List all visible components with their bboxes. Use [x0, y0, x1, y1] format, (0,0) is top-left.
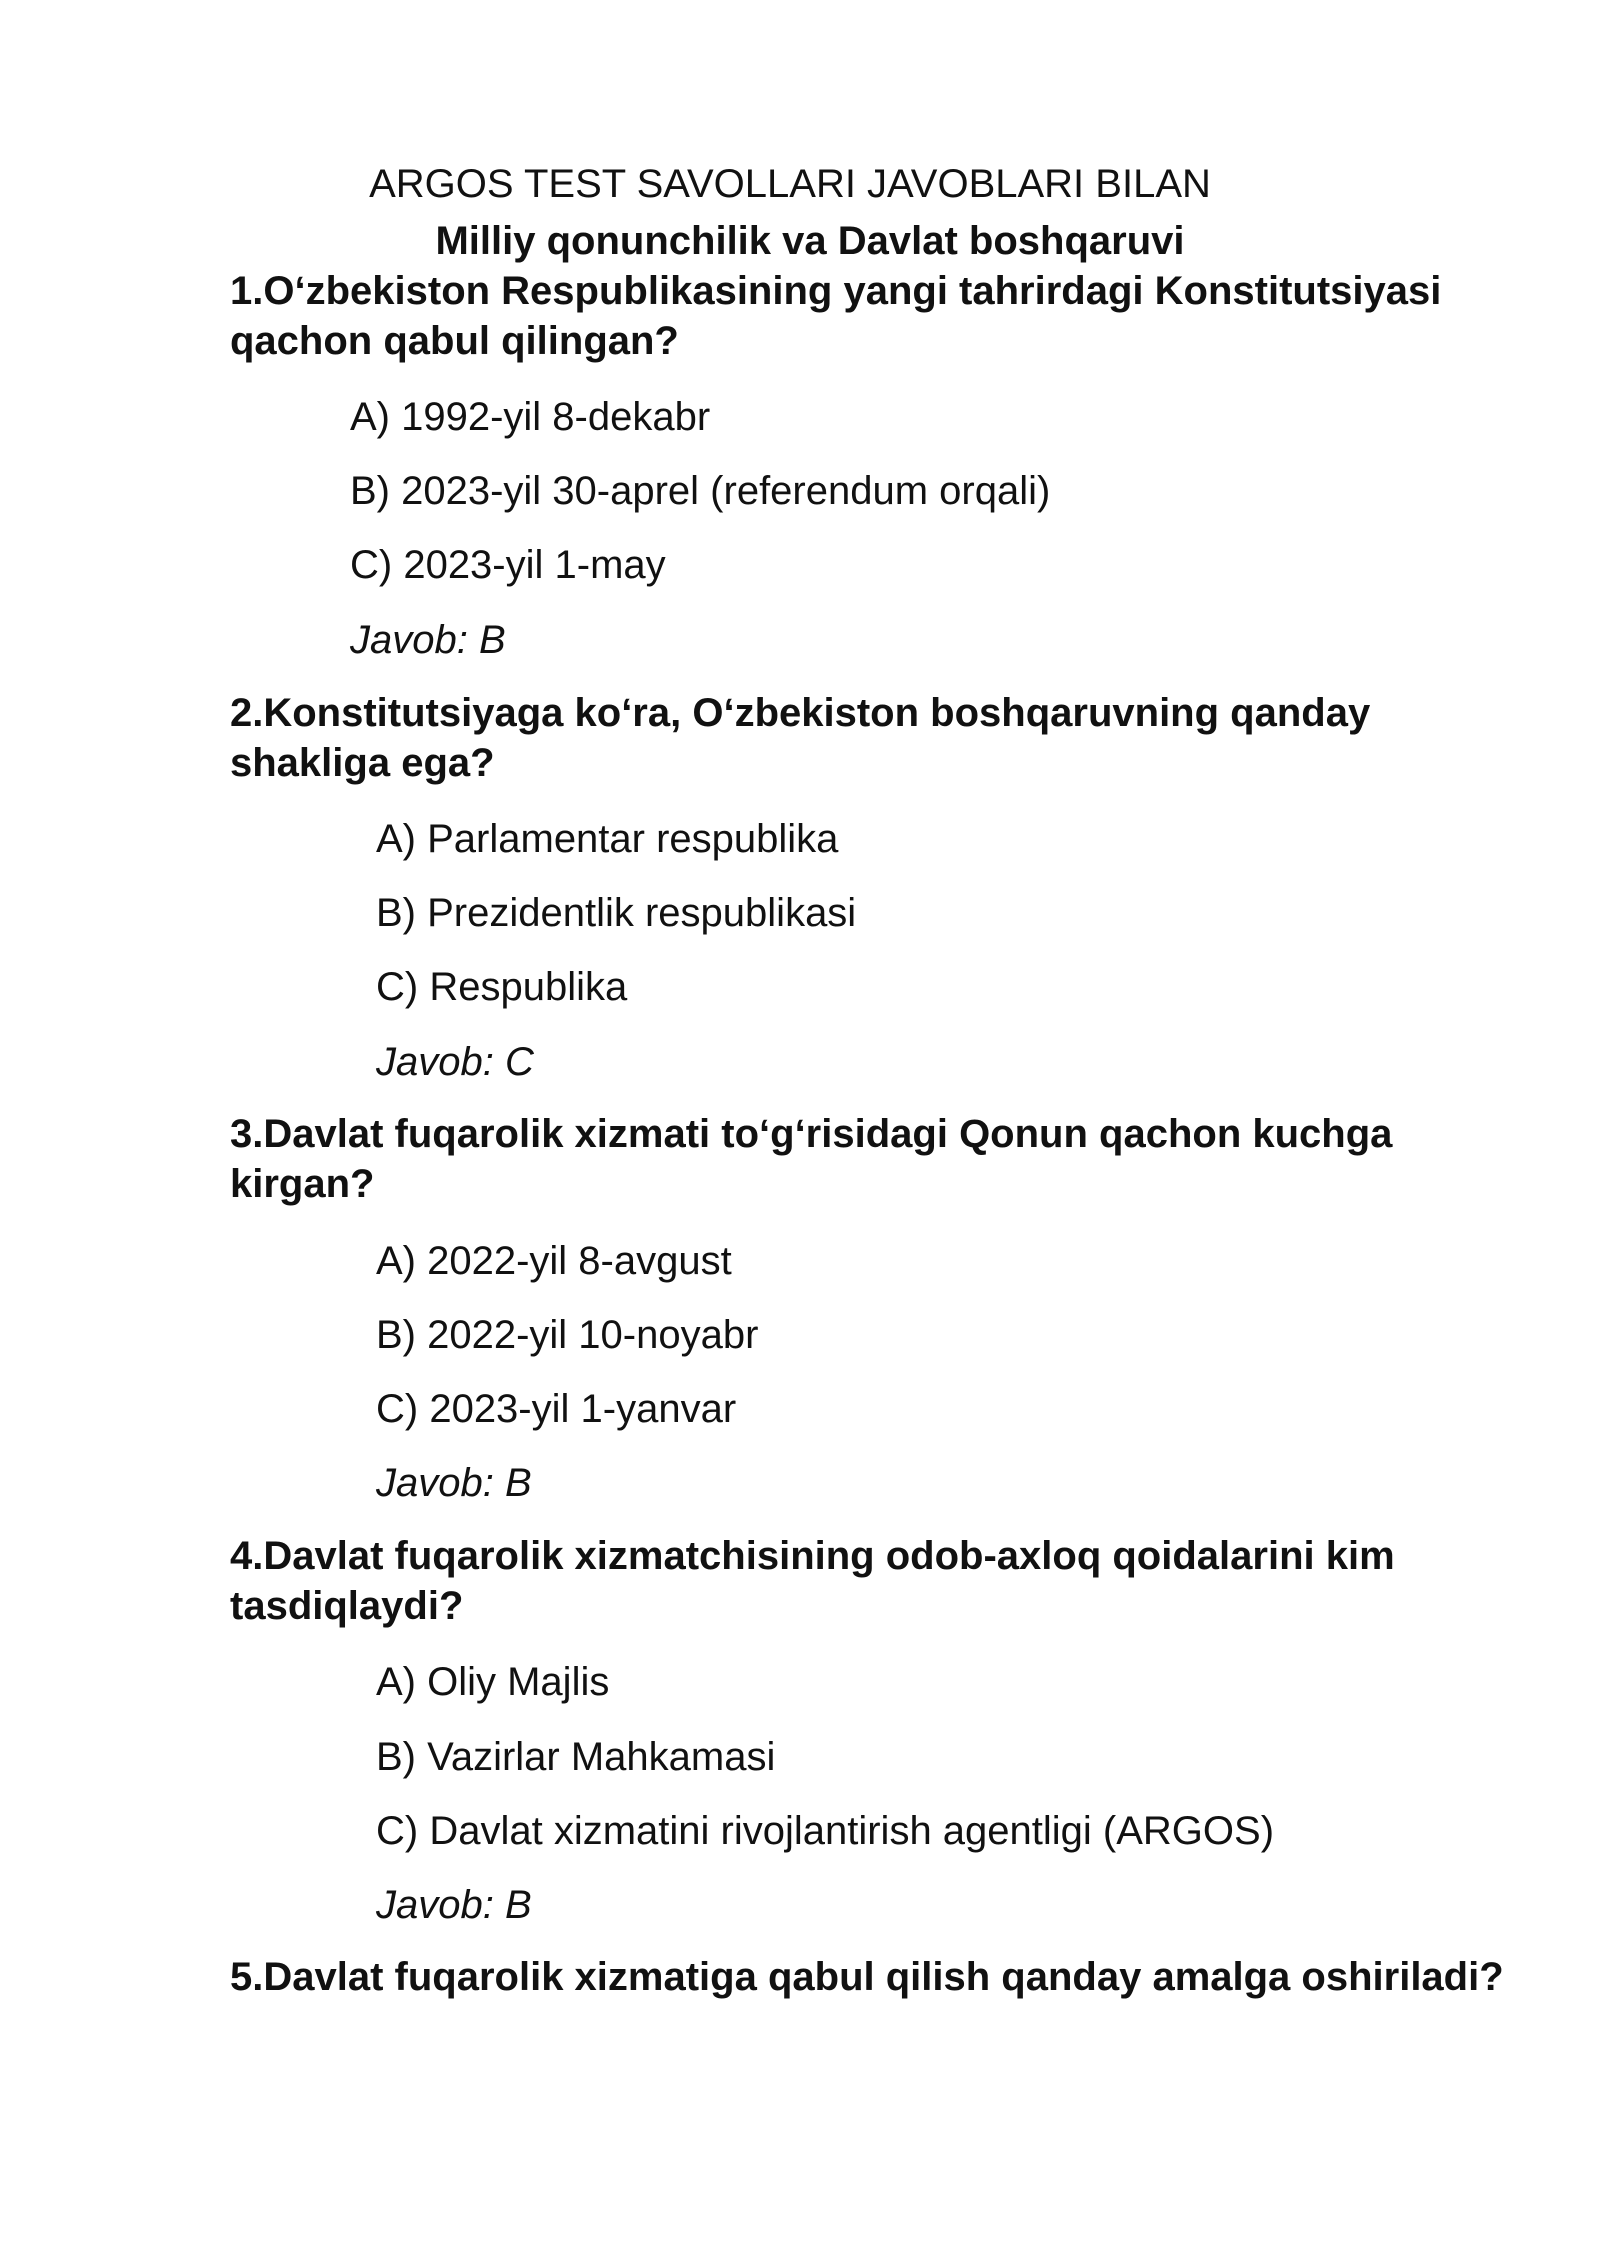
question-4-answer: Javob: B — [376, 1883, 532, 1927]
question-4-option-c: C) Davlat xizmatini rivojlantirish agentligi (ARGOS) — [376, 1809, 1275, 1853]
question-3-option-b: B) 2022-yil 10-noyabr — [376, 1313, 759, 1357]
question-2-option-b: B) Prezidentlik respublikasi — [376, 891, 857, 935]
question-1: 1.O‘zbekiston Respublikasining yangi tahrirdagi Konstitutsiyasi qachon qabul qilingan? — [230, 269, 1442, 363]
question-2-answer: Javob: C — [376, 1040, 534, 1084]
question-5: 5.Davlat fuqarolik xizmatiga qabul qilish qanday amalga oshiriladi? — [230, 1955, 1504, 1999]
question-2-option-a: A) Parlamentar respublika — [376, 817, 839, 861]
question-3-answer: Javob: B — [376, 1461, 532, 1505]
question-4-option-b: B) Vazirlar Mahkamasi — [376, 1735, 776, 1779]
question-1-option-b: B) 2023-yil 30-aprel (referendum orqali) — [350, 469, 1051, 513]
question-2-option-c: C) Respublika — [376, 965, 628, 1009]
question-4-option-a: A) Oliy Majlis — [376, 1660, 610, 1704]
document-title: ARGOS TEST SAVOLLARI JAVOBLARI BILAN — [369, 162, 1211, 206]
question-1-option-a: A) 1992-yil 8-dekabr — [350, 395, 711, 439]
question-4: 4.Davlat fuqarolik xizmatchisining odob-axloq qoidalarini kim tasdiqlaydi? — [230, 1534, 1395, 1628]
question-2: 2.Konstitutsiyaga ko‘ra, O‘zbekiston boshqaruvning qanday shakliga ega? — [230, 691, 1371, 785]
document-subtitle: Milliy qonunchilik va Davlat boshqaruvi — [435, 219, 1185, 263]
question-3-option-a: A) 2022-yil 8-avgust — [376, 1239, 732, 1283]
question-1-option-c: C) 2023-yil 1-may — [350, 543, 666, 587]
question-3-option-c: C) 2023-yil 1-yanvar — [376, 1387, 737, 1431]
question-3: 3.Davlat fuqarolik xizmati to‘g‘risidagi Qonun qachon kuchga kirgan? — [230, 1112, 1393, 1206]
question-1-answer: Javob: B — [350, 618, 506, 662]
